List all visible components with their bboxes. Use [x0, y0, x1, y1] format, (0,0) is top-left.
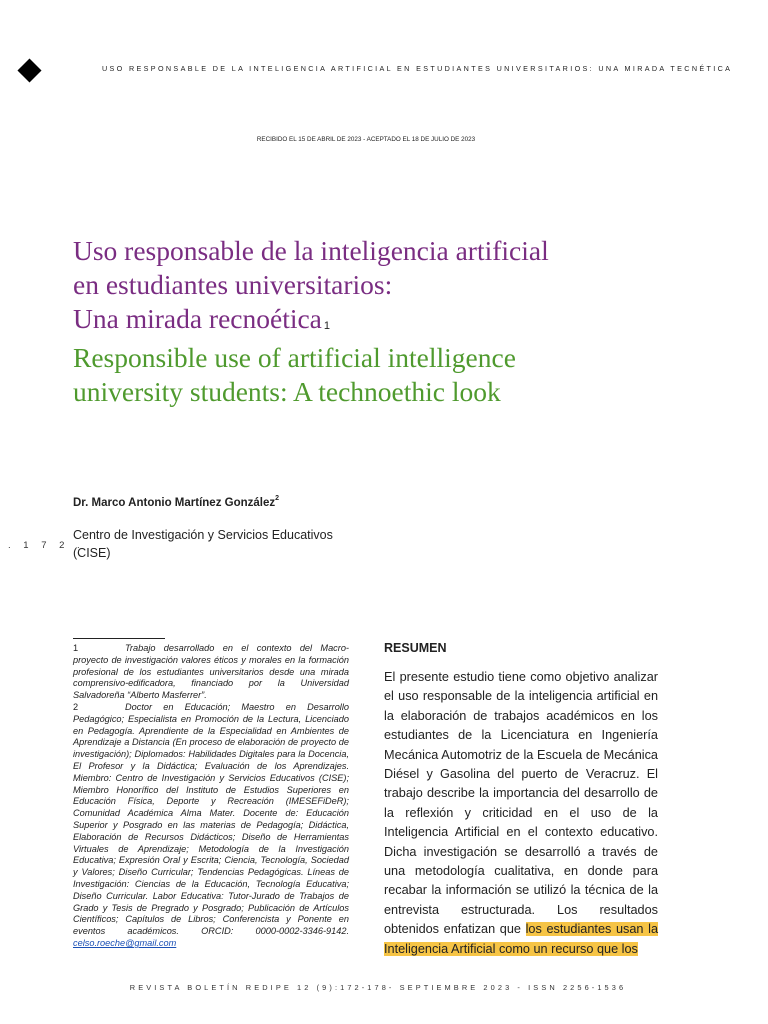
title-es-line-2: en estudiantes universitarios:	[73, 269, 393, 300]
title-footnote-marker: 1	[323, 320, 331, 332]
title-en-line-1: Responsible use of artificial intelligence	[73, 342, 516, 373]
footnote-2-text: Doctor en Educación; Maestro en Desarrollo Pedagógico; Especialista en Promoción de la Lectura, Licenciado en Pedagogía. Aprendiente de la Especialidad en Ambientes de Aprendizaje a Distancia (En proceso de elaboración de proyecto de investigación); Diplomados: Habilidades Digitales para la Docencia, El Profesor y la Didáctica; Evaluación de los Aprendizajes. Miembro: Centro de Investigación y Servicios Educativos (CISE); Miembro Honorífico del Instituto de Estudios Superiores en Educación Física, Deporte y Recreación (IMESEFiDeR); Comunidad Académica Alma Mater. Docente de: Educación Superior y Posgrado en las materias de Pedagogía; Didáctica, Elaboración de Recursos Didácticos; Diseño de Herramientas Virtuales de Aprendizaje; Metodología de la Investigación Educativa; Expresión Oral y Escrita; Ciencia, Tecnología, Sociedad y Valores; Diseño Curricular; Tendencias Pedagógicas. Líneas de Investigación: Ciencias de la Educación, Tecnología Educativa; Diseño Curricular. Labor Educativa: Tutor-Jurado de Trabajos de Grado y Tesis de Pregrado y Posgrado; Publicación de Artículos Científicos; Capítulos de Libros; Conferencista y Ponente en eventos académicos. ORCID: 0000-0002-3346-9142.	[73, 701, 349, 937]
title-es-line-1: Uso responsable de la inteligencia artificial	[73, 235, 549, 266]
author-footnote-marker: 2	[275, 495, 280, 502]
footnote-1-text: Trabajo desarrollado en el contexto del Macro-proyecto de investigación valores éticos y morales en la formación profesional de los estudiantes universitarios desde una mirada comprensivo-edificadora, financiado por la Universidad Salvadoreña “Alberto Masferrer”.	[73, 643, 349, 701]
footnote-1	[73, 643, 349, 702]
running-head: USO RESPONSABLE DE LA INTELIGENCIA ARTIFICIAL EN ESTUDIANTES UNIVERSITARIOS: UNA MIRADA TECNÉTICA	[102, 64, 733, 73]
diamond-icon	[17, 58, 41, 82]
journal-footer: REVISTA BOLETÍN REDIPE 12 (9):172-178- SEPTIEMBRE 2023 - ISSN 2256-1536	[129, 983, 627, 992]
title-english	[73, 341, 713, 409]
page-number: . 1 7 2 .	[8, 540, 85, 551]
title-es-line-3: Una mirada recnoética	[73, 303, 322, 334]
footnote-1-number: 1	[73, 643, 79, 653]
footnote-2-number: 2	[73, 701, 79, 712]
affiliation-line-1: Centro de Investigación y Servicios Educativos	[73, 528, 333, 542]
abstract-heading: RESUMEN	[384, 641, 447, 655]
affiliation-line-2: (CISE)	[73, 546, 111, 560]
author-email-link[interactable]: celso.roeche@gmail.com	[73, 937, 177, 948]
footnote-divider	[73, 638, 165, 639]
received-date: RECIBIDO EL 15 DE ABRIL DE 2023 - ACEPTADO EL 18 DE JULIO DE 2023	[256, 136, 476, 143]
footnotes	[73, 643, 349, 950]
affiliation	[73, 526, 333, 562]
abstract-highlight: los estudiantes usan la Inteligencia Artificial como un recurso que los	[384, 922, 658, 956]
title-spanish	[73, 234, 713, 342]
author	[73, 497, 279, 509]
author-name: Dr. Marco Antonio Martínez González	[73, 497, 276, 509]
title-en-line-2: university students: A technoethic look	[73, 376, 501, 407]
abstract-body: El presente estudio tiene como objetivo analizar el uso responsable de la inteligencia artificial en la elaboración de trabajos académicos en los estudiantes de la Licenciatura en Ingeniería Mecánica Automotriz de la Escuela de Mecánica Diésel y Gasolina del puerto de Veracruz. El trabajo describe la importancia del desarrollo de la reflexión y criticidad en el uso de la Inteligencia Artificial en el contexto educativo. Dicha investigación se desarrolló a través de una metodología cualitativa, en donde para recabar la información se utilizó la técnica de la entrevista estructurada. Los resultados obtenidos enfatizan que	[384, 670, 658, 937]
abstract-text	[384, 668, 658, 959]
footnote-2	[73, 702, 349, 950]
